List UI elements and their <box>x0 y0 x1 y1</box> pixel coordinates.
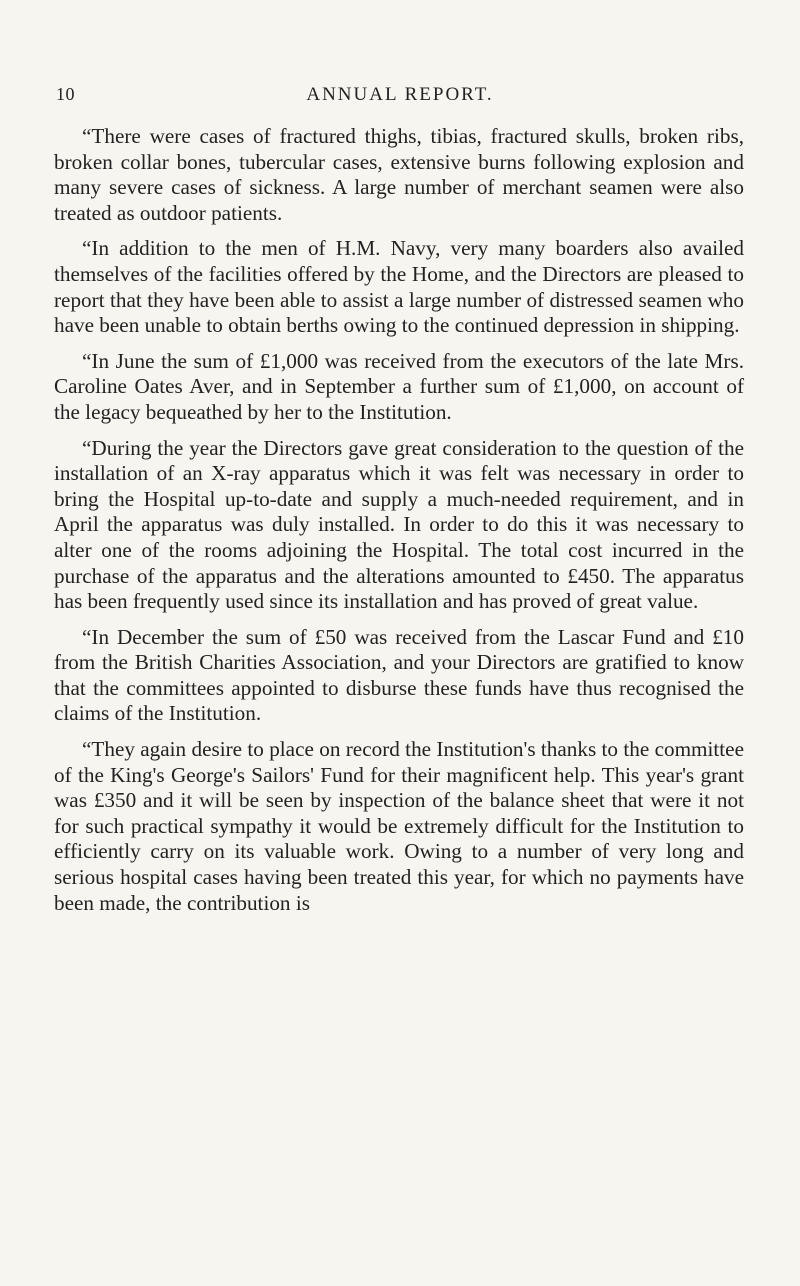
paragraph-fractures: “There were cases of fractured thighs, tibias, fractured skulls, broken ribs, broken collar bones, tubercular cases, extensive burns following explosion and many severe cases of sickness. A large number of merchant seamen were also treated as outdoor patients. <box>54 124 744 225</box>
body-text <box>54 124 744 926</box>
running-title: ANNUAL REPORT. <box>306 84 494 105</box>
paragraph-x-ray: “During the year the Directors gave great consideration to the question of the installation of an X-ray apparatus which it was felt was necessary in order to bring the Hospital up-to-date and supply a much-needed requirement, and in April the apparatus was duly installed. In order to do this it was necessary to alter one of the rooms adjoining the Hospital. The total cost incurred in the purchase of the apparatus and the alterations amounted to £450. The apparatus has been frequently used since its installation and has proved of great value. <box>54 435 744 614</box>
paragraph-boarders: “In addition to the men of H.M. Navy, very many boarders also availed themselves of the facilities offered by the Home, and the Directors are pleased to report that they have been able to assist a large number of distressed seamen who have been unable to obtain berths owing to the continued depression in shipping. <box>54 236 744 338</box>
paragraph-funds: “In December the sum of £50 was received from the Lascar Fund and £10 from the British Charities Association, and your Directors are gratified to know that the committees appointed to disburse these funds have thus recognised the claims of the Institution. <box>54 624 744 726</box>
paragraph-thanks: “They again desire to place on record the Institution's thanks to the committee of the King's George's Sailors' Fund for their magnificent help. This year's grant was £350 and it will be seen by inspection of the balance sheet that were it not for such practical sympathy it would be extremely difficult for the Institution to efficiently carry on its valuable work. Owing to a number of very long and serious hospital cases having been treated this year, for which no payments have been made, the contribution is <box>54 737 744 915</box>
page-number: 10 <box>56 84 75 104</box>
paragraph-legacy: “In June the sum of £1,000 was received from the executors of the late Mrs. Caroline Oates Aver, and in September a further sum of £1,000, on account of the legacy bequeathed by her to the Institution. <box>54 348 744 424</box>
